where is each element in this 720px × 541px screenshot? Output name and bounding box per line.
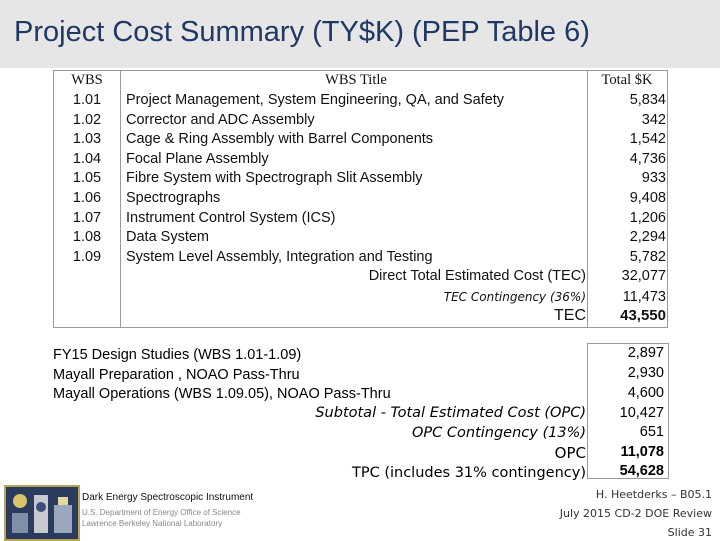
desi-logo-icon xyxy=(6,487,78,539)
row-total: 1,206 xyxy=(629,209,666,226)
opc-contingency-value: 651 xyxy=(639,424,664,440)
table-row xyxy=(0,149,720,169)
tec-total-row xyxy=(0,306,720,326)
footer-author: H. Heetderks – B05.1 xyxy=(595,488,712,501)
table-row xyxy=(0,168,720,188)
lower-item-value: 4,600 xyxy=(627,385,664,401)
row-total: 9,408 xyxy=(629,190,666,206)
footer-slide-number: Slide 31 xyxy=(667,526,712,539)
table-row xyxy=(0,208,720,228)
row-wbs: 1.09 xyxy=(72,248,102,265)
tec-total-label: TEC xyxy=(554,307,586,324)
tec-contingency-row xyxy=(0,287,720,307)
table-header-row xyxy=(0,70,720,90)
header-title: WBS Title xyxy=(325,72,387,88)
tec-total-value: 43,550 xyxy=(620,307,666,324)
table-bottom-border xyxy=(53,327,668,328)
row-wbs: 1.03 xyxy=(72,131,102,148)
row-total: 5,782 xyxy=(629,248,666,265)
row-title: Instrument Control System (ICS) xyxy=(126,209,336,226)
row-title: Spectrographs xyxy=(126,190,221,206)
table-row xyxy=(0,247,720,267)
row-total: 4,736 xyxy=(629,150,666,167)
lower-item-label: FY15 Design Studies (WBS 1.01-1.09) xyxy=(53,347,302,363)
row-title: System Level Assembly, Integration and Testing xyxy=(126,248,433,265)
tpc-label: TPC (includes 31% contingency) xyxy=(352,465,586,481)
lower-item-value: 2,897 xyxy=(627,345,664,361)
lower-item-label: Mayall Operations (WBS 1.09.05), NOAO Pass-Thru xyxy=(53,386,391,402)
header-total: Total $K xyxy=(601,72,653,88)
title-bar xyxy=(0,0,720,68)
row-total: 5,834 xyxy=(629,92,666,108)
opc-contingency-label: OPC Contingency (13%) xyxy=(412,425,586,441)
slide-title: Project Cost Summary (TY$K) (PEP Table 6) xyxy=(14,16,590,48)
row-title: Corrector and ADC Assembly xyxy=(126,111,315,128)
footer-doe: U.S. Department of Energy Office of Science xyxy=(82,508,241,517)
row-title: Fibre System with Spectrograph Slit Assembly xyxy=(126,170,423,187)
opc-value: 11,078 xyxy=(620,444,664,460)
table-row xyxy=(0,188,720,208)
row-wbs: 1.05 xyxy=(72,170,102,187)
footer-org: Dark Energy Spectroscopic Instrument xyxy=(82,492,254,503)
row-title: Project Management, System Engineering, QA, and Safety xyxy=(126,92,505,108)
subtotal-label: Subtotal - Total Estimated Cost (OPC) xyxy=(315,405,586,421)
row-wbs: 1.04 xyxy=(72,150,102,167)
row-title: Cage & Ring Assembly with Barrel Components xyxy=(126,131,434,148)
table-row xyxy=(0,129,720,149)
table-row xyxy=(0,110,720,130)
tec-value: 32,077 xyxy=(621,268,666,284)
row-wbs: 1.08 xyxy=(72,229,102,246)
footer-lbnl: Lawrence Berkeley National Laboratory xyxy=(82,519,223,528)
subtotal-value: 10,427 xyxy=(619,405,664,421)
row-wbs: 1.06 xyxy=(72,190,102,206)
row-total: 2,294 xyxy=(629,229,666,246)
tpc-value: 54,628 xyxy=(619,463,664,479)
tec-label: Direct Total Estimated Cost (TEC) xyxy=(368,268,586,284)
row-wbs: 1.01 xyxy=(72,92,102,108)
tec-contingency-value: 11,473 xyxy=(622,289,666,305)
tec-contingency-label: TEC Contingency (36%) xyxy=(443,290,586,304)
tec-row xyxy=(0,266,720,286)
header-wbs: WBS xyxy=(71,72,103,88)
footer-review: July 2015 CD-2 DOE Review xyxy=(559,507,712,520)
row-wbs: 1.07 xyxy=(72,209,102,226)
row-title: Data System xyxy=(126,229,209,246)
table-row xyxy=(0,227,720,247)
row-total: 933 xyxy=(641,170,666,187)
row-title: Focal Plane Assembly xyxy=(126,150,269,167)
row-total: 1,542 xyxy=(629,131,666,148)
opc-label: OPC xyxy=(554,444,586,462)
row-wbs: 1.02 xyxy=(72,111,102,128)
desi-logo xyxy=(4,485,80,541)
lower-item-value: 2,930 xyxy=(627,365,664,381)
lower-item-label: Mayall Preparation , NOAO Pass-Thru xyxy=(53,367,300,383)
row-total: 342 xyxy=(641,111,666,128)
table-row xyxy=(0,90,720,110)
